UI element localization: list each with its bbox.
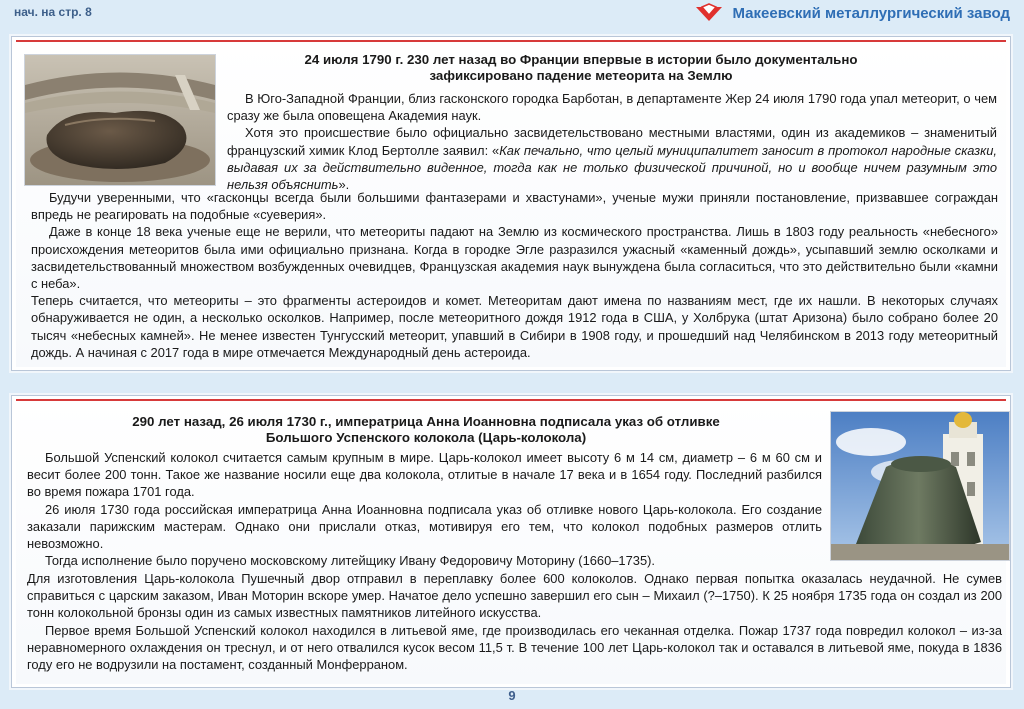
paragraph: Теперь считается, что метеориты – это фрагменты астероидов и комет. Метеоритам дают имена по названиям мест, где их нашли. В некоторых случаях обнаруживается не один, а несколько осколков. Например, после метеоритного дождя 1912 года в США, у Холбрука (штат Аризона) было собрано более 20 тысяч «небесных камней». Не менее известен Тунгусский метеорит, упавший в Сибири в 1908 году, и прошедший над Челябинском в 2013 году метеоритный дождь. А начиная с 2017 года в мире отмечается Международный день астероида. bbox=[31, 293, 998, 360]
tsar-bell-photo bbox=[830, 411, 1010, 561]
paragraph: Большой Успенский колокол считается самым крупным в мире. Царь-колокол имеет высоту 6 м 14 см, диаметр – 6 м 60 см и весит более 200 тонн. Такое же название носили еще два колокола, отлитые в начале 17 века и в 1654 году. Последний разбился во время пожара 1701 года. bbox=[27, 450, 822, 500]
article-body bbox=[27, 570, 1002, 673]
continuation-note: нач. на стр. 8 bbox=[14, 5, 92, 19]
article-body bbox=[31, 189, 998, 361]
quote: Как печально, что целый муниципалитет заносит в протокол народные сказки, выдавая их за действительно виденное, тогда как не только физической причиной, но и вообще ничем разумным это нельзя объяснить bbox=[227, 142, 997, 193]
article-intro bbox=[227, 90, 997, 193]
page-header bbox=[0, 0, 1024, 26]
article-intro bbox=[27, 449, 822, 569]
page-number: 9 bbox=[508, 688, 516, 703]
paragraph: 26 июля 1730 года российская императрица Анна Иоанновна подписала указ об отливке нового Царь-колокола. Его создание заказали парижским мастерам. Однако они прислали отказ, мотивируя его тем, что колокол подобных размеров отлить невозможно. bbox=[27, 501, 822, 552]
paragraph: Первое время Большой Успенский колокол находился в литьевой яме, где производилась его чеканная отделка. Пожар 1737 года повредил колокол – из-за неравномерного охлаждения он треснул, и от него отвалился кусок весом 11,5 т. В течение 100 лет Царь-колокол так и оставался в литьевой яме, покуда в 1836 году его не водрузили на постамент, созданный Монферраном. bbox=[27, 622, 1002, 673]
article-title: 24 июля 1790 г. 230 лет назад во Франции впервые в истории было документально зафиксировано падение метеорита на Землю bbox=[304, 52, 858, 83]
brand bbox=[694, 3, 1010, 23]
brand-name: Макеевский металлургический завод bbox=[732, 4, 1010, 22]
paragraph: Будучи уверенными, что «гасконцы всегда были большими фантазерами и хвастунами», ученые мужи приняли постановление, призвавшее сограждан впредь не реагировать на подобные «суеверия». bbox=[31, 190, 998, 223]
article-meteorite bbox=[11, 36, 1011, 371]
meteorite-photo bbox=[24, 54, 216, 186]
paragraph: Для изготовления Царь-колокола Пушечный двор отправил в переплавку более 600 колоколов. Однако первая попытка оказалась неудачной. Не сумев справиться с царским заказом, Иван Моторин вскоре умер. Начатое дело успешно завершил его сын – Михаил (?–1750). К 25 ноября 1735 года он создал из 200 тонн колокольной бронзы один из самых известных памятников литейного искусства. bbox=[27, 571, 1002, 621]
paragraph: Тогда исполнение было поручено московскому литейщику Ивану Федоровичу Моторину (1660–1735). bbox=[45, 553, 655, 569]
paragraph: В Юго-Западной Франции, близ гасконского городка Барботан, в департаменте Жер 24 июля 1790 года упал метеорит, о чем сразу же была оповещена Академия наук. bbox=[227, 91, 997, 124]
paragraph: Даже в конце 18 века ученые еще не верили, что метеориты падают на Землю из космического пространства. Лишь в 1803 году реальность «небесного» происхождения метеоритов была ими официально признана. Когда в городке Эгле разразился ужасный «каменный дождь», усыпавший землю осколками и засвидетельствованный множеством возбужденных очевидцев, Французская академия наук вынуждена была согласиться, что это действительно были «камни с неба». bbox=[31, 224, 998, 292]
article-title: 290 лет назад, 26 июля 1730 г., императрица Анна Иоанновна подписала указ об отливке Большого Успенского колокола (Царь-колокола) bbox=[132, 414, 720, 445]
mmk-logo-icon bbox=[694, 3, 724, 23]
paragraph: Хотя это происшествие было официально засвидетельствовано местными властями, один из академиков – знаменитый французский химик Клод Бертолле заявил: «Как печально, что целый муниципалитет заносит в протокол народные сказки, выдавая их за действительно виденное, тогда как не только физической причиной, но и вообще ничем разумным это нельзя объяснить». bbox=[227, 125, 997, 193]
article-tsar-bell bbox=[11, 395, 1011, 688]
